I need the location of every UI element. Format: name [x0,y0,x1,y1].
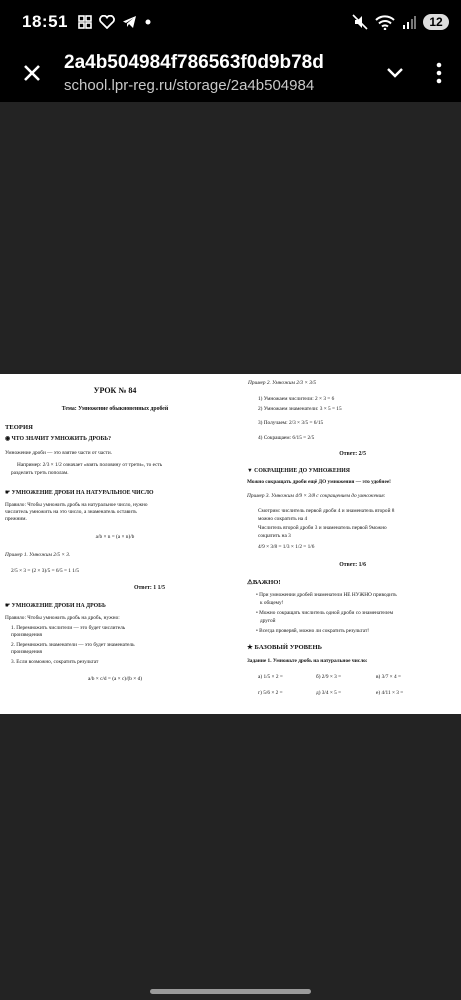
mute-icon [352,14,368,30]
task-1: Задание 1. Умножьте дробь на натуральное число: [247,658,368,664]
rule-1-line-3: прежним. [5,516,27,522]
rule-1-line-2: числитель умножить на это число, а знаменатель оставить [5,509,137,515]
example-3: Пример 3. Умножим 4/9 × 3/8 с сокращением до умножения: [247,493,386,499]
step-2-cont: произведения [11,649,42,655]
section-fraction-by-natural: ☛ УМНОЖЕНИЕ ДРОБИ НА НАТУРАЛЬНОЕ ЧИСЛО [5,490,154,496]
close-icon [22,63,42,83]
close-button[interactable] [0,44,64,102]
chevron-down-icon [386,67,404,79]
section-basic-level: ★ БАЗОВЫЙ УРОВЕНЬ [247,644,322,651]
important-note-1-cont: к общему! [260,600,284,606]
url-display[interactable] [64,52,373,94]
cancel-step-1: Смотрим: числитель первой дроби 4 и знаменатель второй 8 [258,508,395,514]
status-bar [0,0,461,44]
task-1-d: д) 3/4 × 5 = [316,690,342,696]
answer-1: Ответ: 1 1/5 [133,585,165,591]
answer-3: Ответ: 1/6 [339,562,366,568]
example-1-calc: 2/5 × 3 = (2 × 3)/5 = 6/5 = 1 1/5 [11,568,80,574]
example-2: Пример 2. Умножим 2/3 × 3/5 [248,380,316,386]
theory-text: Умножение дроби — это взятие части от части. [5,450,112,456]
cancel-calc: 4/9 × 3/8 = 1/3 × 1/2 = 1/6 [258,544,315,550]
theory-example-cont: разделить треть пополам. [11,470,69,476]
task-1-b: б) 2/9 × 3 = [316,674,342,680]
task-1-v: в) 3/7 × 4 = [376,674,401,680]
document-viewer[interactable] [0,102,461,1000]
step-1-cont: произведения [11,632,42,638]
grid-icon [78,15,92,29]
task-1-e: е) 4/11 × 3 = [376,690,404,696]
task-1-g: г) 5/6 × 2 = [258,690,283,696]
important-note-3: • Всегда проверяй, можно ли сократить результат! [256,628,370,634]
rule-1-line-1: Правило: Чтобы умножить дробь на натуральное число, нужно [5,502,148,508]
answer-2: Ответ: 2/5 [339,451,366,457]
wifi-icon [375,15,395,30]
step-2: 2. Перемножить знаменатели — это будет знаменатель [11,642,135,648]
example-2-step-1: 1) Умножаем числители: 2 × 3 = 6 [258,396,335,402]
document-page[interactable] [0,374,461,714]
more-options-button[interactable] [417,44,461,102]
theory-example: Например: 2/3 × 1/2 означает «взять половину от трети», то есть [17,462,163,468]
important-note-2: • Можно сокращать числитель одной дроби со знаменателем [256,610,394,616]
example-2-step-4: 4) Сокращаем: 6/15 = 2/5 [258,435,315,441]
rule-2: Правило: Чтобы умножить дробь на дробь, нужно: [5,615,120,621]
page-title: 2a4b504984f786563f0d9b78d [64,52,324,73]
section-cancel-before: ▼ СОКРАЩЕНИЕ ДО УМНОЖЕНИЯ [247,468,350,474]
important-heading: ⚠ВАЖНО! [247,579,281,586]
page-left-column [5,374,230,714]
status-time: 18:51 [22,12,68,31]
example-1: Пример 1. Умножим 2/5 × 3. [5,552,71,558]
important-note-1: • При умножении дробей знаменатели НЕ НУЖНО приводить [256,592,397,598]
theory-question: ◉ ЧТО ЗНАЧИТ УМНОЖИТЬ ДРОБЬ? [5,436,112,442]
heart-icon [99,15,115,29]
cancel-step-1-cont: можно сократить на 4 [258,516,308,522]
signal-icon [402,15,416,29]
more-vert-icon [436,62,442,84]
page-right-column [236,374,461,714]
cancel-step-2-cont: сократить на 3 [258,533,291,539]
lesson-topic: Тема: Умножение обыкновенных дробей [61,406,169,412]
section-fraction-by-fraction: ☛ УМНОЖЕНИЕ ДРОБИ НА ДРОБЬ [5,603,106,609]
system-icons [352,14,449,30]
formula-1: a/b × n = (a × n)/b [95,534,135,540]
step-1: 1. Перемножить числители — это будет числитель [11,625,126,631]
example-2-step-3: 3) Получаем: 2/3 × 3/5 = 6/15 [258,420,324,426]
page-url: school.lpr-reg.ru/storage/2a4b504984 [64,77,315,94]
custom-tab-toolbar [0,44,461,102]
section-theory: ТЕОРИЯ [5,424,33,431]
example-2-step-2: 2) Умножаем знаменатели: 3 × 5 = 15 [258,406,342,412]
battery-indicator: 12 [423,14,449,30]
cancel-step-2: Числитель второй дроби 3 и знаменатель первой 9можно [258,525,387,531]
expand-button[interactable] [373,44,417,102]
task-1-a: а) 1/5 × 2 = [258,674,283,680]
dot-icon [144,18,152,26]
telegram-icon [122,15,137,29]
home-indicator[interactable] [150,989,311,994]
cancel-subtitle: Можно сокращать дроби ещё ДО умножения — это удобнее! [247,479,391,485]
formula-2: a/b × c/d = (a × c)/(b × d) [87,676,142,682]
notification-icons [78,15,152,29]
important-note-2-cont: другой [260,618,276,624]
step-3: 3. Если возможно, сократить результат [11,659,99,665]
lesson-number: УРОК № 84 [93,386,137,395]
